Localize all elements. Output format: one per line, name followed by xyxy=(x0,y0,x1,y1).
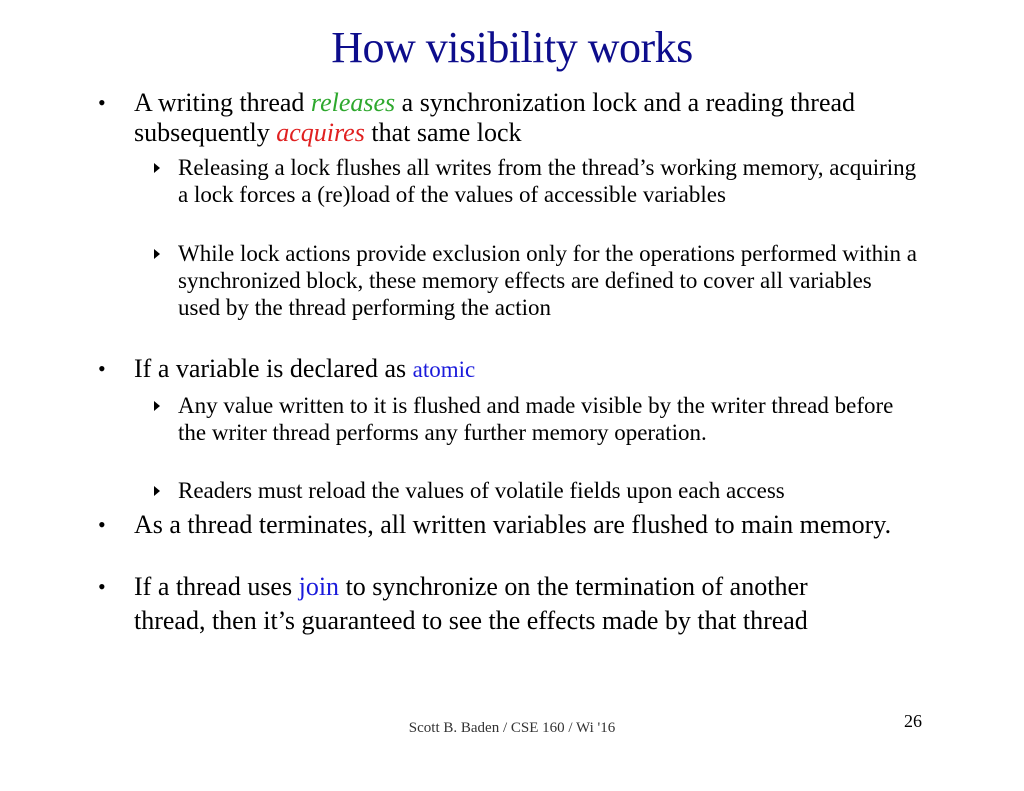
sub-bullet-readers-reload xyxy=(178,477,918,504)
bullet-marker: • xyxy=(98,574,106,599)
keyword-releases: releases xyxy=(310,88,396,117)
sub-bullet-value-flushed xyxy=(178,392,918,446)
bullet-text-part: that same lock xyxy=(364,118,522,147)
bullet-marker: • xyxy=(98,512,106,537)
bullet-text-part: A writing thread xyxy=(134,88,311,117)
slide-title: How visibility works xyxy=(331,23,693,72)
bullet-item-lock-release xyxy=(98,88,934,148)
bullet-text-part: a synchronization lock and a reading thread subsequently xyxy=(134,88,856,147)
triangle-bullet-icon xyxy=(154,163,160,173)
bullet-text-part: If a variable is declared as xyxy=(134,354,413,383)
keyword-atomic: atomic xyxy=(412,357,476,382)
sub-bullet-lock-exclusion xyxy=(178,240,918,321)
sub-bullet-text: While lock actions provide exclusion only for the operations performed within a synchronized block, these memory effects are defined to cover all variables used by the thread performing the action xyxy=(178,241,917,320)
bullet-text: As a thread terminates, all written variables are flushed to main memory. xyxy=(134,510,892,539)
bullet-text-continuation: thread, then it’s guaranteed to see the effects made by that thread xyxy=(134,606,808,635)
page-number: 26 xyxy=(904,711,922,731)
keyword-join: join xyxy=(298,572,340,601)
bullet-text-part: to synchronize on the termination of another xyxy=(339,572,808,601)
triangle-bullet-icon xyxy=(154,249,160,259)
bullet-item-thread-terminates xyxy=(98,510,934,540)
sub-bullet-text: Releasing a lock flushes all writes from the thread’s working memory, acquiring a lock forces a (re)load of the values of accessible variables xyxy=(178,155,917,207)
footer-credit: Scott B. Baden / CSE 160 / Wi '16 xyxy=(408,720,616,736)
bullet-marker: • xyxy=(98,356,106,381)
sub-bullet-flush-writes xyxy=(178,154,918,208)
bullet-text-part: If a thread uses xyxy=(134,572,299,601)
triangle-bullet-icon xyxy=(154,486,160,496)
triangle-bullet-icon xyxy=(154,401,160,411)
bullet-marker: • xyxy=(98,90,106,115)
bullet-item-atomic xyxy=(98,354,934,385)
keyword-acquires: acquires xyxy=(276,118,365,147)
bullet-item-join xyxy=(98,572,934,636)
sub-bullet-text: Any value written to it is flushed and made visible by the writer thread before the writer thread performs any further memory operation. xyxy=(178,393,894,445)
sub-bullet-text: Readers must reload the values of volatile fields upon each access xyxy=(178,478,785,503)
